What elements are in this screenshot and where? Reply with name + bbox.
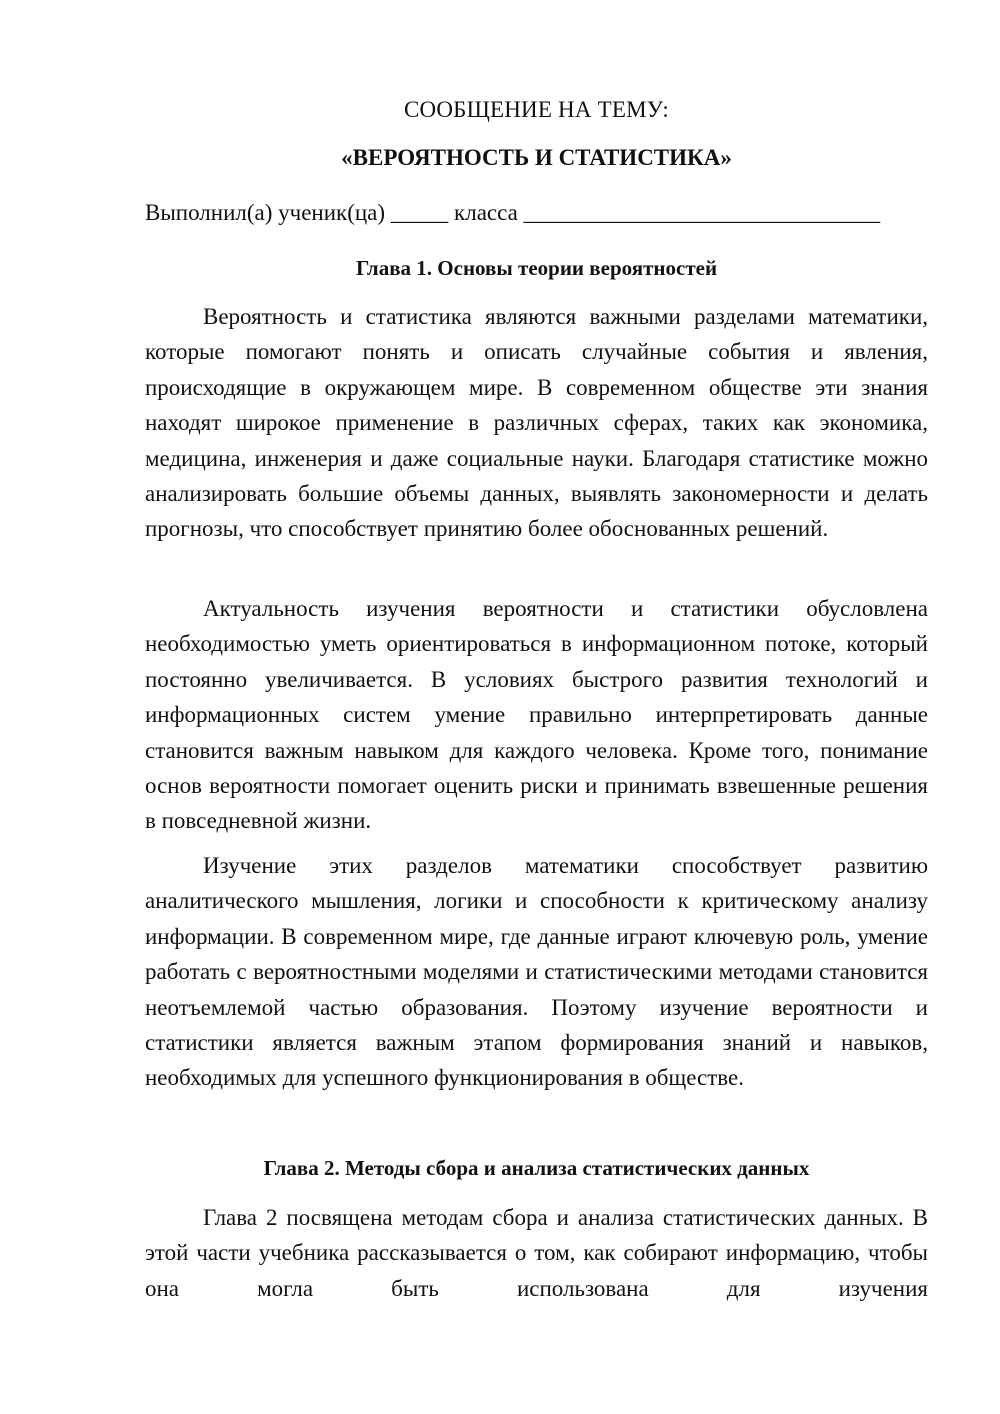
document-title: «ВЕРОЯТНОСТЬ И СТАТИСТИКА»	[341, 145, 732, 170]
chapter-1-heading: Глава 1. Основы теории вероятностей	[355, 256, 718, 280]
author-line: Выполнил(а) ученик(ца) _____ класса _______________________________	[145, 200, 881, 225]
chapter-2-heading: Глава 2. Методы сбора и анализа статистических данных	[263, 1156, 810, 1180]
document-topic: СООБЩЕНИЕ НА ТЕМУ:	[404, 97, 669, 122]
chapter-1-paragraph: Актуальность изучения вероятности и статистики обусловлена необходимостью уметь ориентироваться в информационном потоке, который постоянно увеличивается. В условиях быстрого развития технологий и информационных систем умение правильно интерпретировать данные становится важным навыком для каждого человека. Кроме того, понимание основ вероятности помогает оценить риски и принимать взвешенные решения в повседневной жизни.	[145, 596, 928, 834]
chapter-1-paragraph: Вероятность и статистика являются важными разделами математики, которые помогают понять и описать случайные события и явления, происходящие в окружающем мире. В современном обществе эти знания находят широкое применение в различных сферах, таких как экономика, медицина, инженерия и даже социальные науки. Благодаря статистике можно анализировать большие объемы данных, выявлять закономерности и делать прогнозы, что способствует принятию более обоснованных решений.	[145, 304, 928, 542]
chapter-2-paragraph: Глава 2 посвящена методам сбора и анализа статистических данных. В этой части учебника рассказывается о том, как собирают информацию, чтобы она могла быть использована для изучения	[145, 1205, 928, 1301]
chapter-1-paragraph: Изучение этих разделов математики способствует развитию аналитического мышления, логики и способности к критическому анализу информации. В современном мире, где данные играют ключевую роль, умение работать с вероятностными моделями и статистическими методами становится неотъемлемой частью образования. Поэтому изучение вероятности и статистики является важным этапом формирования знаний и навыков, необходимых для успешного функционирования в обществе.	[145, 853, 928, 1091]
